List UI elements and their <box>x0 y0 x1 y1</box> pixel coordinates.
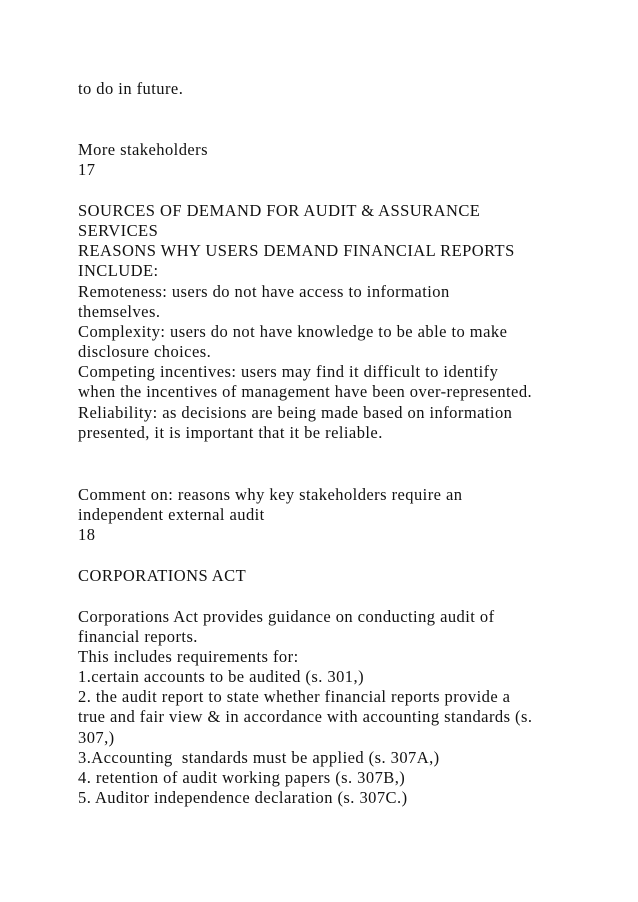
slide-18-subheading-line-1: REASONS WHY USERS DEMAND FINANCIAL REPORTS <box>78 241 515 260</box>
requirement-item-2-line-3: 307,) <box>78 728 115 747</box>
slide-18-number: 18 <box>78 525 96 544</box>
slide-18-heading-line-2: SERVICES <box>78 221 159 240</box>
remoteness-line-2: themselves. <box>78 302 161 321</box>
requirement-item-2-line-2: true and fair view & in accordance with accounting standards (s. <box>78 707 533 726</box>
requirements-intro: This includes requirements for: <box>78 647 299 666</box>
corporations-intro-line-1: Corporations Act provides guidance on conducting audit of <box>78 607 495 626</box>
complexity-line-2: disclosure choices. <box>78 342 212 361</box>
continuation-text: to do in future. <box>78 79 184 98</box>
competing-incentives-line-2: when the incentives of management have been over-represented. <box>78 382 533 401</box>
requirement-item-1: 1.certain accounts to be audited (s. 301,) <box>78 667 365 686</box>
requirement-item-2-line-1: 2. the audit report to state whether financial reports provide a <box>78 687 511 706</box>
remoteness-line-1: Remoteness: users do not have access to information <box>78 282 450 301</box>
reliability-line-1: Reliability: as decisions are being made based on information <box>78 403 513 422</box>
requirement-item-3: 3.Accounting standards must be applied (s. 307A,) <box>78 748 440 767</box>
comment-line-1: Comment on: reasons why key stakeholders require an <box>78 485 463 504</box>
comment-line-2: independent external audit <box>78 505 265 524</box>
corporations-intro-line-2: financial reports. <box>78 627 198 646</box>
slide-18-heading-line-1: SOURCES OF DEMAND FOR AUDIT & ASSURANCE <box>78 201 481 220</box>
slide-17-title: More stakeholders <box>78 140 208 159</box>
complexity-line-1: Complexity: users do not have knowledge to be able to make <box>78 322 508 341</box>
corporations-act-heading: CORPORATIONS ACT <box>78 566 247 585</box>
slide-18-subheading-line-2: INCLUDE: <box>78 261 159 280</box>
reliability-line-2: presented, it is important that it be reliable. <box>78 423 383 442</box>
requirement-item-4: 4. retention of audit working papers (s. 307B,) <box>78 768 406 787</box>
competing-incentives-line-1: Competing incentives: users may find it difficult to identify <box>78 362 499 381</box>
requirement-item-5: 5. Auditor independence declaration (s. 307C.) <box>78 788 408 807</box>
slide-17-number: 17 <box>78 160 96 179</box>
